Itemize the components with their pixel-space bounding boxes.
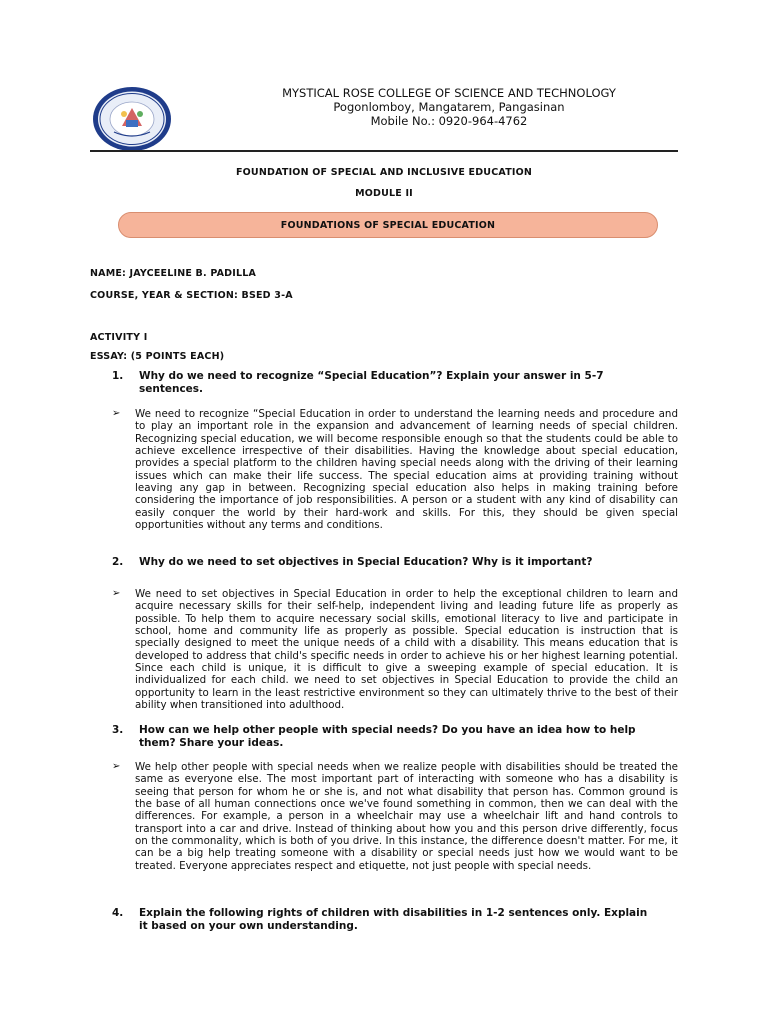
question-number: 3.	[112, 724, 124, 736]
question-text: How can we help other people with special needs? Do you have an idea how to help them? Share your ideas.	[139, 724, 636, 749]
arrow-bullet-icon: ➢	[112, 588, 121, 599]
activity-label: ACTIVITY I	[90, 332, 148, 343]
college-name: MYSTICAL ROSE COLLEGE OF SCIENCE AND TECHNOLOGY	[282, 86, 616, 100]
question-text: Explain the following rights of children with disabilities in 1-2 sentences only. Explain it based on your own understanding.	[139, 907, 648, 932]
college-mobile: Mobile No.: 0920-964-4762	[370, 114, 528, 128]
question-number: 2.	[112, 556, 124, 568]
college-header	[160, 86, 768, 128]
student-course: COURSE, YEAR & SECTION: BSED 3-A	[90, 290, 293, 301]
topic-banner-text: FOUNDATIONS OF SPECIAL EDUCATION	[280, 220, 496, 231]
topic-banner	[118, 212, 658, 238]
module-label: MODULE II	[355, 188, 413, 199]
question-text: Why do we need to set objectives in Special Education? Why is it important?	[139, 556, 593, 568]
question-text: Why do we need to recognize “Special Education”? Explain your answer in 5-7 sentences.	[139, 370, 604, 395]
student-name: NAME: JAYCEELINE B. PADILLA	[90, 268, 257, 279]
arrow-bullet-icon: ➢	[112, 761, 121, 772]
essay-label: ESSAY: (5 POINTS EACH)	[90, 351, 225, 362]
arrow-bullet-icon: ➢	[112, 408, 121, 419]
question-number: 1.	[112, 370, 124, 382]
question-number: 4.	[112, 907, 124, 919]
answer-text: We help other people with special needs when we realize people with disabilities should be treated the same as everyone else. The most important part of interacting with someone who has a disability is seeing that person for whom he or she is, and not what disability that person has. Common ground is the base of all human connections once we've found something in common, then we can deal with the differences. For example, a person in a wheelchair may use a wheelchair lift and hand controls to transport into a car and drive. Instead of thinking about how you and this person drive differently, focus on the commonality, which is both of you drive. In this instance, the difference doesn't matter. For me, it can be a big help treating someone with a disability or special needs just how we would want to be treated. Everyone appreciates respect and etiquette, not just people with special needs.	[135, 761, 678, 872]
header-divider	[90, 150, 678, 152]
college-address: Pogonlomboy, Mangatarem, Pangasinan	[333, 100, 565, 114]
answer-text: We need to set objectives in Special Education in order to help the exceptional children to learn and acquire necessary skills for their self-help, independent living and leading future life as properly as possible. To help them to acquire necessary social skills, emotional literacy to live and participate in school, home and community life as properly as possible. Special education is instruction that is specially designed to meet the unique needs of a child with a disability. This means education that is developed to address that child's specific needs in order to achieve his or her highest learning potential. Since each child is unique, it is difficult to give a sweeping example of special education. It is individualized for each child. we need to set objectives in Special Education to provide the child an opportunity to learn in the least restrictive environment so they can ultimately thrive to the best of their ability when transitioned into adulthood.	[135, 588, 678, 712]
course-title: FOUNDATION OF SPECIAL AND INCLUSIVE EDUCATION	[235, 167, 533, 178]
answer-text: We need to recognize “Special Education in order to understand the learning needs and procedure and to play an important role in the expansion and advancement of learning needs of special children. Recognizing special education, we will become responsible enough so that the students could be able to achieve excellence irrespective of their disabilities. Having the knowledge about special education, provides a special platform to the children having special needs along with the driving of their learning issues which can make their life success. The special education aims at providing training without leaving any gap in between. Recognizing special education also helps in making training before considering the importance of job responsibilities. A person or a student with any kind of disability can easily conquer the world by their hard-work and skills. For this, they should be given special opportunities without any terms and conditions.	[135, 408, 678, 532]
